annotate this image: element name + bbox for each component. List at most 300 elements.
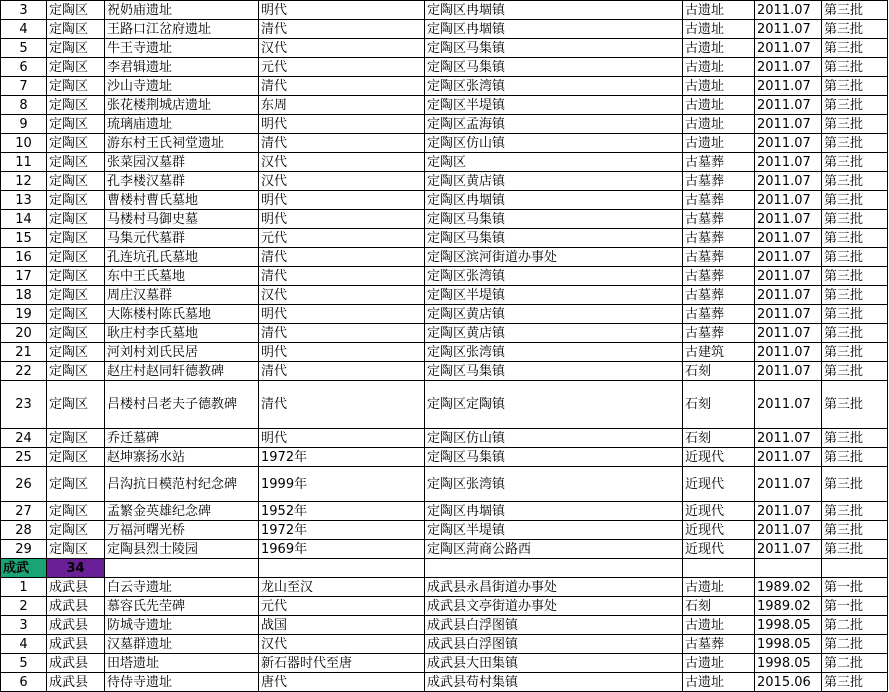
district-cell: 定陶区 — [47, 448, 105, 467]
category-cell: 古遗址 — [683, 20, 755, 39]
category-cell: 古墓葬 — [683, 286, 755, 305]
batch-cell: 第三批 — [822, 210, 888, 229]
listing-date-cell: 2011.07 — [755, 58, 822, 77]
site-name-cell: 张花楼荆城店遗址 — [105, 96, 259, 115]
location-cell: 成武县大田集镇 — [425, 654, 683, 673]
listing-date-cell: 2011.07 — [755, 191, 822, 210]
site-name-cell: 游东村王氏祠堂遗址 — [105, 134, 259, 153]
category-cell: 古遗址 — [683, 39, 755, 58]
site-name-cell: 沙山寺遗址 — [105, 77, 259, 96]
category-cell: 石刻 — [683, 597, 755, 616]
row-number-cell: 2 — [1, 597, 47, 616]
category-cell: 近现代 — [683, 502, 755, 521]
site-name-cell: 乔迁墓碑 — [105, 429, 259, 448]
location-cell: 定陶区黄店镇 — [425, 305, 683, 324]
era-cell: 汉代 — [259, 172, 425, 191]
site-name-cell: 曹楼村曹氏墓地 — [105, 191, 259, 210]
location-cell: 定陶区半堤镇 — [425, 96, 683, 115]
site-name-cell: 万福河曙光桥 — [105, 521, 259, 540]
batch-cell: 第三批 — [822, 381, 888, 429]
site-name-cell: 汉墓群遗址 — [105, 635, 259, 654]
site-name-cell: 河刘村刘氏民居 — [105, 343, 259, 362]
listing-date-cell: 1998.05 — [755, 654, 822, 673]
era-cell: 清代 — [259, 362, 425, 381]
category-cell: 古墓葬 — [683, 635, 755, 654]
district-cell: 定陶区 — [47, 502, 105, 521]
listing-date-cell: 2011.07 — [755, 20, 822, 39]
district-cell: 成武县 — [47, 616, 105, 635]
batch-cell: 第三批 — [822, 448, 888, 467]
batch-cell: 第三批 — [822, 673, 888, 692]
empty-cell — [755, 559, 822, 578]
row-number-cell: 22 — [1, 362, 47, 381]
table-row — [1, 1, 888, 20]
site-name-cell: 白云寺遗址 — [105, 578, 259, 597]
district-cell: 成武县 — [47, 673, 105, 692]
row-number-cell: 16 — [1, 248, 47, 267]
site-name-cell: 慕容氏先茔碑 — [105, 597, 259, 616]
location-cell: 定陶区马集镇 — [425, 229, 683, 248]
district-cell: 定陶区 — [47, 229, 105, 248]
era-cell: 明代 — [259, 191, 425, 210]
district-cell: 定陶区 — [47, 324, 105, 343]
category-cell: 古墓葬 — [683, 153, 755, 172]
location-cell: 定陶区马集镇 — [425, 448, 683, 467]
empty-cell — [683, 559, 755, 578]
table-row — [1, 115, 888, 134]
table-row — [1, 134, 888, 153]
location-cell: 定陶区冉堌镇 — [425, 20, 683, 39]
row-number-cell: 12 — [1, 172, 47, 191]
listing-date-cell: 1989.02 — [755, 578, 822, 597]
location-cell: 定陶区张湾镇 — [425, 267, 683, 286]
category-cell: 古墓葬 — [683, 248, 755, 267]
batch-cell: 第二批 — [822, 654, 888, 673]
location-cell: 定陶区菏商公路西 — [425, 540, 683, 559]
district-cell: 定陶区 — [47, 58, 105, 77]
district-cell: 定陶区 — [47, 267, 105, 286]
batch-cell: 第三批 — [822, 153, 888, 172]
listing-date-cell: 2011.07 — [755, 521, 822, 540]
era-cell: 汉代 — [259, 635, 425, 654]
listing-date-cell: 2011.07 — [755, 343, 822, 362]
listing-date-cell: 1998.05 — [755, 635, 822, 654]
batch-cell: 第三批 — [822, 502, 888, 521]
era-cell: 清代 — [259, 267, 425, 286]
table-row — [1, 448, 888, 467]
location-cell: 定陶区冉堌镇 — [425, 502, 683, 521]
era-cell: 明代 — [259, 115, 425, 134]
district-cell: 定陶区 — [47, 521, 105, 540]
era-cell: 清代 — [259, 324, 425, 343]
batch-cell: 第三批 — [822, 77, 888, 96]
table-row — [1, 77, 888, 96]
row-number-cell: 24 — [1, 429, 47, 448]
table-row — [1, 324, 888, 343]
listing-date-cell: 2011.07 — [755, 153, 822, 172]
listing-date-cell: 2011.07 — [755, 77, 822, 96]
location-cell: 定陶区张湾镇 — [425, 77, 683, 96]
row-number-cell: 8 — [1, 96, 47, 115]
location-cell: 定陶区仿山镇 — [425, 429, 683, 448]
district-cell: 定陶区 — [47, 96, 105, 115]
site-name-cell: 琉璃庙遗址 — [105, 115, 259, 134]
district-cell: 定陶区 — [47, 305, 105, 324]
batch-cell: 第三批 — [822, 248, 888, 267]
era-cell: 汉代 — [259, 153, 425, 172]
batch-cell: 第二批 — [822, 635, 888, 654]
era-cell: 1972年 — [259, 521, 425, 540]
district-cell: 定陶区 — [47, 172, 105, 191]
district-cell: 定陶区 — [47, 153, 105, 172]
listing-date-cell: 2011.07 — [755, 467, 822, 502]
table-row — [1, 248, 888, 267]
row-number-cell: 7 — [1, 77, 47, 96]
district-cell: 定陶区 — [47, 540, 105, 559]
site-name-cell: 李君辑遗址 — [105, 58, 259, 77]
era-cell: 1952年 — [259, 502, 425, 521]
category-cell: 近现代 — [683, 540, 755, 559]
district-cell: 定陶区 — [47, 467, 105, 502]
location-cell: 定陶区半堤镇 — [425, 286, 683, 305]
listing-date-cell: 2011.07 — [755, 96, 822, 115]
era-cell: 明代 — [259, 210, 425, 229]
category-cell: 石刻 — [683, 362, 755, 381]
district-cell: 成武县 — [47, 578, 105, 597]
listing-date-cell: 2011.07 — [755, 210, 822, 229]
location-cell: 成武县苟村集镇 — [425, 673, 683, 692]
table-row — [1, 172, 888, 191]
batch-cell: 第一批 — [822, 597, 888, 616]
category-cell: 古遗址 — [683, 673, 755, 692]
table-row — [1, 229, 888, 248]
listing-date-cell: 2011.07 — [755, 305, 822, 324]
site-name-cell: 孟繁金英雄纪念碑 — [105, 502, 259, 521]
location-cell: 定陶区张湾镇 — [425, 467, 683, 502]
row-number-cell: 29 — [1, 540, 47, 559]
location-cell: 定陶区定陶镇 — [425, 381, 683, 429]
district-cell: 定陶区 — [47, 134, 105, 153]
row-number-cell: 19 — [1, 305, 47, 324]
table-row — [1, 635, 888, 654]
era-cell: 东周 — [259, 96, 425, 115]
location-cell: 定陶区半堤镇 — [425, 521, 683, 540]
row-number-cell: 1 — [1, 578, 47, 597]
row-number-cell: 3 — [1, 616, 47, 635]
batch-cell: 第二批 — [822, 616, 888, 635]
table-row — [1, 267, 888, 286]
table-row — [1, 429, 888, 448]
district-cell: 成武县 — [47, 635, 105, 654]
table-row — [1, 616, 888, 635]
batch-cell: 第三批 — [822, 343, 888, 362]
row-number-cell: 28 — [1, 521, 47, 540]
location-cell: 定陶区冉堌镇 — [425, 1, 683, 20]
row-number-cell: 17 — [1, 267, 47, 286]
era-cell: 元代 — [259, 58, 425, 77]
table-row — [1, 286, 888, 305]
empty-cell — [425, 559, 683, 578]
district-cell: 定陶区 — [47, 39, 105, 58]
location-cell: 定陶区仿山镇 — [425, 134, 683, 153]
listing-date-cell: 2011.07 — [755, 429, 822, 448]
batch-cell: 第三批 — [822, 39, 888, 58]
table-row — [1, 210, 888, 229]
table-row — [1, 96, 888, 115]
table-row — [1, 381, 888, 429]
table-row — [1, 521, 888, 540]
category-cell: 古遗址 — [683, 115, 755, 134]
site-name-cell: 赵庄村赵同轩德教碑 — [105, 362, 259, 381]
listing-date-cell: 2011.07 — [755, 362, 822, 381]
district-cell: 定陶区 — [47, 191, 105, 210]
batch-cell: 第三批 — [822, 286, 888, 305]
district-cell: 定陶区 — [47, 248, 105, 267]
era-cell: 清代 — [259, 134, 425, 153]
category-cell: 古遗址 — [683, 58, 755, 77]
listing-date-cell: 2011.07 — [755, 381, 822, 429]
site-name-cell: 祝奶庙遗址 — [105, 1, 259, 20]
era-cell: 新石器时代至唐 — [259, 654, 425, 673]
section-count: 34 — [47, 559, 105, 578]
category-cell: 石刻 — [683, 429, 755, 448]
location-cell: 定陶区黄店镇 — [425, 172, 683, 191]
category-cell: 古遗址 — [683, 134, 755, 153]
era-cell: 清代 — [259, 381, 425, 429]
batch-cell: 第三批 — [822, 58, 888, 77]
location-cell: 成武县白浮图镇 — [425, 616, 683, 635]
listing-date-cell: 2011.07 — [755, 324, 822, 343]
table-body — [1, 1, 888, 692]
category-cell: 古墓葬 — [683, 324, 755, 343]
table-row — [1, 191, 888, 210]
category-cell: 近现代 — [683, 467, 755, 502]
category-cell: 古墓葬 — [683, 172, 755, 191]
table-row — [1, 20, 888, 39]
location-cell: 定陶区马集镇 — [425, 39, 683, 58]
batch-cell: 第三批 — [822, 521, 888, 540]
row-number-cell: 13 — [1, 191, 47, 210]
batch-cell: 第一批 — [822, 578, 888, 597]
site-name-cell: 东中王氏墓地 — [105, 267, 259, 286]
row-number-cell: 15 — [1, 229, 47, 248]
table-row — [1, 58, 888, 77]
era-cell: 战国 — [259, 616, 425, 635]
era-cell: 1999年 — [259, 467, 425, 502]
era-cell: 明代 — [259, 343, 425, 362]
listing-date-cell: 2011.07 — [755, 267, 822, 286]
table-row — [1, 654, 888, 673]
row-number-cell: 18 — [1, 286, 47, 305]
site-name-cell: 马楼村马御史墓 — [105, 210, 259, 229]
empty-cell — [822, 559, 888, 578]
district-cell: 定陶区 — [47, 343, 105, 362]
category-cell: 古墓葬 — [683, 229, 755, 248]
batch-cell: 第三批 — [822, 134, 888, 153]
section-name: 成武 — [1, 559, 47, 578]
listing-date-cell: 2011.07 — [755, 1, 822, 20]
district-cell: 定陶区 — [47, 286, 105, 305]
table-row — [1, 540, 888, 559]
listing-date-cell: 2011.07 — [755, 229, 822, 248]
era-cell: 明代 — [259, 429, 425, 448]
era-cell: 清代 — [259, 248, 425, 267]
row-number-cell: 25 — [1, 448, 47, 467]
batch-cell: 第三批 — [822, 324, 888, 343]
row-number-cell: 4 — [1, 20, 47, 39]
site-name-cell: 孔李楼汉墓群 — [105, 172, 259, 191]
era-cell: 明代 — [259, 305, 425, 324]
location-cell: 定陶区孟海镇 — [425, 115, 683, 134]
table-row — [1, 39, 888, 58]
site-name-cell: 王路口江岔府遗址 — [105, 20, 259, 39]
row-number-cell: 11 — [1, 153, 47, 172]
table-row — [1, 362, 888, 381]
era-cell: 1969年 — [259, 540, 425, 559]
row-number-cell: 20 — [1, 324, 47, 343]
row-number-cell: 6 — [1, 58, 47, 77]
site-name-cell: 吕楼村吕老夫子德教碑 — [105, 381, 259, 429]
category-cell: 古墓葬 — [683, 191, 755, 210]
era-cell: 龙山至汉 — [259, 578, 425, 597]
era-cell: 元代 — [259, 229, 425, 248]
location-cell: 成武县文亭街道办事处 — [425, 597, 683, 616]
location-cell: 定陶区马集镇 — [425, 362, 683, 381]
category-cell: 古墓葬 — [683, 210, 755, 229]
category-cell: 近现代 — [683, 448, 755, 467]
listing-date-cell: 1998.05 — [755, 616, 822, 635]
location-cell: 定陶区张湾镇 — [425, 343, 683, 362]
site-name-cell: 待侍寺遗址 — [105, 673, 259, 692]
listing-date-cell: 2011.07 — [755, 448, 822, 467]
row-number-cell: 5 — [1, 654, 47, 673]
site-name-cell: 吕沟抗日模范村纪念碑 — [105, 467, 259, 502]
batch-cell: 第三批 — [822, 305, 888, 324]
category-cell: 古遗址 — [683, 1, 755, 20]
category-cell: 近现代 — [683, 521, 755, 540]
row-number-cell: 21 — [1, 343, 47, 362]
batch-cell: 第三批 — [822, 229, 888, 248]
row-number-cell: 9 — [1, 115, 47, 134]
site-name-cell: 张菜园汉墓群 — [105, 153, 259, 172]
era-cell: 唐代 — [259, 673, 425, 692]
location-cell: 定陶区 — [425, 153, 683, 172]
table-row — [1, 597, 888, 616]
batch-cell: 第三批 — [822, 172, 888, 191]
table-row — [1, 467, 888, 502]
site-name-cell: 防城寺遗址 — [105, 616, 259, 635]
batch-cell: 第三批 — [822, 540, 888, 559]
listing-date-cell: 2011.07 — [755, 39, 822, 58]
batch-cell: 第三批 — [822, 467, 888, 502]
site-name-cell: 赵坤寨扬水站 — [105, 448, 259, 467]
listing-date-cell: 2011.07 — [755, 248, 822, 267]
category-cell: 古遗址 — [683, 578, 755, 597]
site-name-cell: 耿庄村李氏墓地 — [105, 324, 259, 343]
category-cell: 古墓葬 — [683, 305, 755, 324]
era-cell: 清代 — [259, 20, 425, 39]
batch-cell: 第三批 — [822, 1, 888, 20]
district-cell: 定陶区 — [47, 1, 105, 20]
table-row — [1, 343, 888, 362]
row-number-cell: 5 — [1, 39, 47, 58]
row-number-cell: 27 — [1, 502, 47, 521]
table-row — [1, 578, 888, 597]
table-row — [1, 153, 888, 172]
category-cell: 古遗址 — [683, 654, 755, 673]
listing-date-cell: 2011.07 — [755, 134, 822, 153]
district-cell: 定陶区 — [47, 115, 105, 134]
location-cell: 定陶区马集镇 — [425, 210, 683, 229]
site-name-cell: 定陶县烈士陵园 — [105, 540, 259, 559]
category-cell: 石刻 — [683, 381, 755, 429]
category-cell: 古遗址 — [683, 616, 755, 635]
row-number-cell: 6 — [1, 673, 47, 692]
batch-cell: 第三批 — [822, 267, 888, 286]
era-cell: 元代 — [259, 597, 425, 616]
site-name-cell: 牛王寺遗址 — [105, 39, 259, 58]
row-number-cell: 23 — [1, 381, 47, 429]
era-cell: 明代 — [259, 1, 425, 20]
district-cell: 定陶区 — [47, 77, 105, 96]
batch-cell: 第三批 — [822, 115, 888, 134]
district-cell: 定陶区 — [47, 20, 105, 39]
listing-date-cell: 2011.07 — [755, 172, 822, 191]
era-cell: 清代 — [259, 77, 425, 96]
location-cell: 定陶区滨河街道办事处 — [425, 248, 683, 267]
district-cell: 成武县 — [47, 597, 105, 616]
listing-date-cell: 2015.06 — [755, 673, 822, 692]
district-cell: 定陶区 — [47, 362, 105, 381]
row-number-cell: 26 — [1, 467, 47, 502]
batch-cell: 第三批 — [822, 191, 888, 210]
location-cell: 定陶区冉堌镇 — [425, 191, 683, 210]
listing-date-cell: 1989.02 — [755, 597, 822, 616]
district-cell: 成武县 — [47, 654, 105, 673]
location-cell: 成武县白浮图镇 — [425, 635, 683, 654]
listing-date-cell: 2011.07 — [755, 540, 822, 559]
era-cell: 汉代 — [259, 286, 425, 305]
batch-cell: 第三批 — [822, 20, 888, 39]
table-row — [1, 502, 888, 521]
era-cell: 1972年 — [259, 448, 425, 467]
listing-date-cell: 2011.07 — [755, 115, 822, 134]
district-cell: 定陶区 — [47, 381, 105, 429]
listing-date-cell: 2011.07 — [755, 502, 822, 521]
row-number-cell: 3 — [1, 1, 47, 20]
location-cell: 定陶区马集镇 — [425, 58, 683, 77]
district-cell: 定陶区 — [47, 429, 105, 448]
section-header-row — [1, 559, 888, 578]
site-name-cell: 马集元代墓群 — [105, 229, 259, 248]
batch-cell: 第三批 — [822, 362, 888, 381]
batch-cell: 第三批 — [822, 429, 888, 448]
category-cell: 古遗址 — [683, 96, 755, 115]
era-cell: 汉代 — [259, 39, 425, 58]
batch-cell: 第三批 — [822, 96, 888, 115]
location-cell: 定陶区黄店镇 — [425, 324, 683, 343]
category-cell: 古建筑 — [683, 343, 755, 362]
category-cell: 古墓葬 — [683, 267, 755, 286]
row-number-cell: 14 — [1, 210, 47, 229]
row-number-cell: 4 — [1, 635, 47, 654]
empty-cell — [259, 559, 425, 578]
category-cell: 古遗址 — [683, 77, 755, 96]
location-cell: 成武县永昌街道办事处 — [425, 578, 683, 597]
site-name-cell: 田塔遗址 — [105, 654, 259, 673]
table-row — [1, 305, 888, 324]
listing-date-cell: 2011.07 — [755, 286, 822, 305]
